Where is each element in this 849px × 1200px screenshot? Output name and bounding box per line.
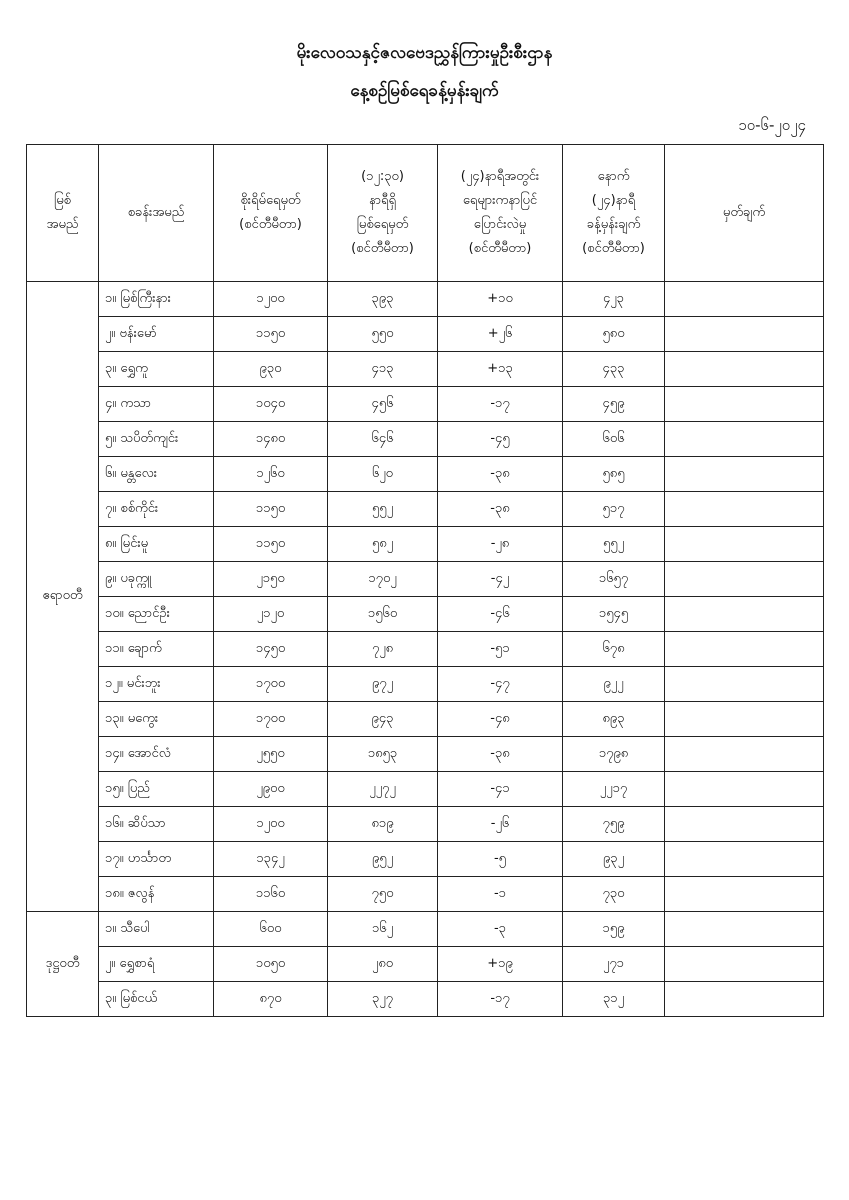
remark-cell — [665, 912, 824, 947]
table-row — [27, 702, 824, 737]
remark-cell — [665, 317, 824, 352]
danger-level-cell: ၁၂၀၀ — [214, 282, 328, 317]
remark-cell — [665, 492, 824, 527]
forecast-cell: ၁၇၉၈ — [563, 737, 665, 772]
current-level-header-line: နာရီရှိ — [368, 193, 396, 208]
danger-level-cell: ၁၃၄၂ — [214, 842, 328, 877]
forecast-header-line: နောက် — [597, 169, 630, 184]
current-level-cell: ၁၆၂ — [328, 912, 438, 947]
remark-cell — [665, 667, 824, 702]
danger-level-cell: ၂၁၂၀ — [214, 597, 328, 632]
change-cell: -၄၂ — [438, 562, 563, 597]
current-level-cell: ၉၇၂ — [328, 667, 438, 702]
station-name-cell: ၁၈။ ဇလွန် — [99, 877, 214, 912]
station-name-cell: ၉။ ပခုက္ကူ — [99, 562, 214, 597]
change-cell: -၄၈ — [438, 702, 563, 737]
station-name-cell: ၇။ စစ်ကိုင်း — [99, 492, 214, 527]
station-name-cell: ၆။ မန္တလေး — [99, 457, 214, 492]
forecast-cell: ၄၅၉ — [563, 387, 665, 422]
current-level-cell: ၆၄၆ — [328, 422, 438, 457]
danger-level-cell: ၁၄၈၀ — [214, 422, 328, 457]
remark-cell — [665, 982, 824, 1017]
current-level-cell: ၅၈၂ — [328, 527, 438, 562]
danger-level-cell: ၉၃၀ — [214, 352, 328, 387]
forecast-cell: ၅၁၇ — [563, 492, 665, 527]
current-level-cell: ၄၁၃ — [328, 352, 438, 387]
water-level-table — [26, 144, 824, 1017]
remark-cell — [665, 562, 824, 597]
station-name-cell: ၁၆။ ဆိပ်သာ — [99, 807, 214, 842]
remark-cell — [665, 527, 824, 562]
change-cell: -၄၆ — [438, 597, 563, 632]
remark-cell — [665, 597, 824, 632]
table-row — [27, 527, 824, 562]
table-row — [27, 737, 824, 772]
current-level-cell: ၉၄၃ — [328, 702, 438, 737]
forecast-cell: ၆၇၈ — [563, 632, 665, 667]
forecast-cell: ၅၅၂ — [563, 527, 665, 562]
station-name-cell: ၁၇။ ဟင်္သာတ — [99, 842, 214, 877]
station-name-cell: ၁၂။ မင်းဘူး — [99, 667, 214, 702]
table-row — [27, 422, 824, 457]
change-cell: -၃၈ — [438, 492, 563, 527]
station-name-cell: ၂။ ရွှေစာရံ — [99, 947, 214, 982]
remark-cell — [665, 877, 824, 912]
forecast-cell: ၄၂၃ — [563, 282, 665, 317]
table-row — [27, 772, 824, 807]
remark-cell — [665, 352, 824, 387]
change-cell: -၁ — [438, 877, 563, 912]
danger-level-cell: ၁၀၅၀ — [214, 947, 328, 982]
river-name-header — [27, 145, 99, 282]
current-level-header-line: (စင်တီမီတာ) — [351, 241, 414, 256]
table-row — [27, 947, 824, 982]
change-header-line: ပြောင်းလဲမှု — [473, 217, 527, 232]
current-level-cell: ၃၂၇ — [328, 982, 438, 1017]
forecast-cell: ၅၈၀ — [563, 317, 665, 352]
danger-level-cell: ၆၀၀ — [214, 912, 328, 947]
station-name-cell: ၈။ မြင်းမူ — [99, 527, 214, 562]
table-row — [27, 982, 824, 1017]
forecast-header-line: (၂၄)နာရီ — [591, 193, 636, 208]
change-cell: -၂၈ — [438, 527, 563, 562]
change-cell: -၁၇ — [438, 387, 563, 422]
table-row — [27, 352, 824, 387]
current-level-cell: ၅၅၂ — [328, 492, 438, 527]
current-level-cell: ၃၉၃ — [328, 282, 438, 317]
forecast-header-line: (စင်တီမီတာ) — [582, 241, 645, 256]
station-name-cell: ၁။ မြစ်ကြီးနား — [99, 282, 214, 317]
change-cell: -၃ — [438, 912, 563, 947]
agency-title: မိုးလေဝသနှင့်ဇလဗေဒညွှန်ကြားမှုဦးစီးဌာန — [296, 43, 553, 63]
station-name-cell: ၃။ မြစ်ငယ် — [99, 982, 214, 1017]
remark-header — [665, 145, 824, 282]
danger-level-header-line: (စင်တီမီတာ) — [239, 217, 302, 232]
forecast-cell: ၄၃၃ — [563, 352, 665, 387]
forecast-cell: ၉၃၂ — [563, 842, 665, 877]
forecast-cell: ၂၂၁၇ — [563, 772, 665, 807]
current-level-cell: ၇၂၈ — [328, 632, 438, 667]
station-name-cell: ၂။ ဗန်းမော် — [99, 317, 214, 352]
remark-cell — [665, 842, 824, 877]
change-cell: +၁၃ — [438, 352, 563, 387]
table-row — [27, 562, 824, 597]
danger-level-header-line: စိုးရိမ်ရေမှတ် — [240, 193, 301, 208]
forecast-cell: ၁၆၅၇ — [563, 562, 665, 597]
forecast-cell: ၉၂၂ — [563, 667, 665, 702]
forecast-cell: ၁၅၉ — [563, 912, 665, 947]
current-level-cell: ၉၅၂ — [328, 842, 438, 877]
forecast-cell: ၅၈၅ — [563, 457, 665, 492]
remark-cell — [665, 737, 824, 772]
forecast-cell: ၃၁၂ — [563, 982, 665, 1017]
current-level-cell: ၄၅၆ — [328, 387, 438, 422]
current-level-cell: ၁၈၅၃ — [328, 737, 438, 772]
station-name-cell: ၅။ သပိတ်ကျင်း — [99, 422, 214, 457]
forecast-cell: ၇၃၀ — [563, 877, 665, 912]
change-cell: -၅ — [438, 842, 563, 877]
river-name-header-line: မြစ် — [54, 193, 71, 208]
remark-cell — [665, 807, 824, 842]
danger-level-cell: ၁၁၅၀ — [214, 527, 328, 562]
station-name-cell: ၁၀။ ညောင်ဦး — [99, 597, 214, 632]
remark-cell — [665, 632, 824, 667]
danger-level-cell: ၁၂၀၀ — [214, 807, 328, 842]
current-level-cell: ၈၁၉ — [328, 807, 438, 842]
forecast-cell: ၁၅၄၅ — [563, 597, 665, 632]
change-cell: -၃၈ — [438, 457, 563, 492]
table-row — [27, 597, 824, 632]
station-name-cell: ၁၅။ ပြည် — [99, 772, 214, 807]
change-header — [438, 145, 563, 282]
station-name-cell: ၄။ ကသာ — [99, 387, 214, 422]
change-cell: -၃၈ — [438, 737, 563, 772]
remark-cell — [665, 947, 824, 982]
remark-cell — [665, 457, 824, 492]
remark-cell — [665, 422, 824, 457]
station-name-header — [99, 145, 214, 282]
table-row — [27, 842, 824, 877]
danger-level-cell: ၂၁၅၀ — [214, 562, 328, 597]
change-cell: -၂၆ — [438, 807, 563, 842]
station-name-header-label: စခန်းအမည် — [127, 205, 185, 220]
current-level-header — [328, 145, 438, 282]
report-title: နေ့စဉ်မြစ်ရေခန့်မှန်းချက် — [350, 81, 499, 101]
current-level-cell: ၆၂၀ — [328, 457, 438, 492]
remark-cell — [665, 282, 824, 317]
station-name-cell: ၁၄။ အောင်လံ — [99, 737, 214, 772]
change-cell: -၅၁ — [438, 632, 563, 667]
danger-level-cell: ၁၇၀၀ — [214, 667, 328, 702]
change-header-line: (စင်တီမီတာ) — [468, 241, 532, 256]
table-row — [27, 317, 824, 352]
forecast-cell: ၈၉၃ — [563, 702, 665, 737]
danger-level-cell: ၁၁၅၀ — [214, 492, 328, 527]
table-row — [27, 492, 824, 527]
river-name-header-line: အမည် — [46, 217, 79, 232]
table-row — [27, 807, 824, 842]
danger-level-cell: ၁၂၆၀ — [214, 457, 328, 492]
change-cell: -၄၅ — [438, 422, 563, 457]
forecast-cell: ၆၀၆ — [563, 422, 665, 457]
station-name-cell: ၁၃။ မကွေး — [99, 702, 214, 737]
forecast-header — [563, 145, 665, 282]
current-level-cell: ၂၂၇၂ — [328, 772, 438, 807]
current-level-cell: ၇၅၀ — [328, 877, 438, 912]
table-row — [27, 387, 824, 422]
change-cell: -၄၁ — [438, 772, 563, 807]
remark-cell — [665, 702, 824, 737]
danger-level-cell: ၁၁၅၀ — [214, 317, 328, 352]
remark-cell — [665, 772, 824, 807]
station-name-cell: ၃။ ရွှေကူ — [99, 352, 214, 387]
danger-level-cell: ၁၇၀၀ — [214, 702, 328, 737]
change-cell: -၄၇ — [438, 667, 563, 702]
river-name-cell: ဒုဋ္ဌဝတီ — [27, 912, 99, 1017]
table-row — [27, 912, 824, 947]
danger-level-cell: ၂၉၀၀ — [214, 772, 328, 807]
table-row — [27, 632, 824, 667]
danger-level-cell: ၈၇၀ — [214, 982, 328, 1017]
remark-cell — [665, 387, 824, 422]
forecast-cell: ၇၅၉ — [563, 807, 665, 842]
current-level-cell: ၁၅၆၀ — [328, 597, 438, 632]
remark-header-label: မှတ်ချက် — [722, 204, 766, 220]
forecast-header-line: ခန့်မှန်းချက် — [586, 217, 641, 232]
change-cell: +၁၉ — [438, 947, 563, 982]
current-level-cell: ၁၇၀၂ — [328, 562, 438, 597]
station-name-cell: ၁၁။ ချောက် — [99, 632, 214, 667]
danger-level-cell: ၁၁၆၀ — [214, 877, 328, 912]
danger-level-cell: ၁၀၄၀ — [214, 387, 328, 422]
forecast-cell: ၂၇၁ — [563, 947, 665, 982]
current-level-header-line: မြစ်ရေမှတ် — [356, 217, 409, 232]
report-date: ၁၀-၆-၂၀၂၄ — [738, 116, 806, 134]
table-row — [27, 282, 824, 317]
change-cell: +၂၆ — [438, 317, 563, 352]
danger-level-cell: ၂၅၅၀ — [214, 737, 328, 772]
header-row — [27, 145, 824, 282]
river-name-cell: ဧရာဝတီ — [27, 282, 99, 912]
change-header-line: ရေများကနာပြင် — [462, 193, 538, 208]
danger-level-cell: ၁၄၅၀ — [214, 632, 328, 667]
current-level-cell: ၅၅၀ — [328, 317, 438, 352]
table-row — [27, 877, 824, 912]
current-level-cell: ၂၈၀ — [328, 947, 438, 982]
current-level-header-line: (၁၂:၃၀) — [361, 169, 404, 184]
table-body — [27, 282, 824, 1017]
table-row — [27, 667, 824, 702]
table-row — [27, 457, 824, 492]
station-name-cell: ၁။ သီပေါ — [99, 912, 214, 947]
change-header-line: (၂၄)နာရီအတွင်း — [460, 169, 540, 184]
change-cell: +၁၀ — [438, 282, 563, 317]
change-cell: -၁၇ — [438, 982, 563, 1017]
danger-level-header — [214, 145, 328, 282]
